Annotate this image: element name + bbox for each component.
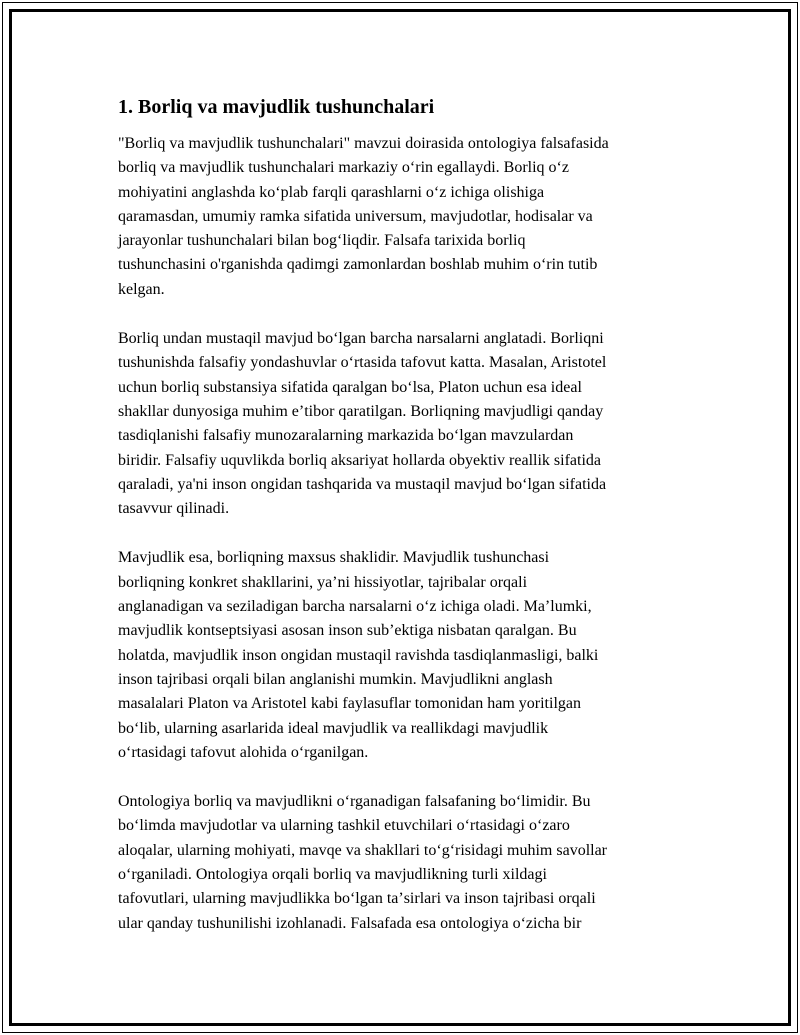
paragraph-1: "Borliq va mavjudlik tushunchalari" mavzui doirasida ontologiya falsafasida borliq va mavjudlik tushunchalari markaziy oʻrin egallaydi. Borliq oʻz mohiyatini anglashda koʻplab farqli qarashlarni oʻz ichiga olishiga qaramasdan, umumiy ramka sifatida universum, mavjudotlar, hodisalar va jarayonlar tushunchalari bilan bogʻliqdir. Falsafa tarixida borliq tushunchasini o'rganishda qadimgi zamonlardan boshlab muhim oʻrin tutib kelgan. <box>118 135 609 298</box>
paragraph-4: Ontologiya borliq va mavjudlikni oʻrganadigan falsafaning boʻlimidir. Bu boʻlimda mavjudotlar va ularning tashkil etuvchilari oʻrtasidagi oʻzaro aloqalar, ularning mohiyati, mavqe va shakllari toʻgʻrisidagi muhim savollar oʻrganiladi. Ontologiya orqali borliq va mavjudlikning turli xildagi tafovutlari, ularning mavjudlikka boʻlgan taʼsirlari va inson tajribasi orqali ular qanday tushunilishi izohlanadi. Falsafada esa ontologiya oʻzicha bir <box>118 793 608 932</box>
paragraph-3: Mavjudlik esa, borliqning maxsus shaklidir. Mavjudlik tushunchasi borliqning konkret shakllarini, yaʼni hissiyotlar, tajribalar orqali anglanadigan va seziladigan barcha narsalarni oʻz ichiga oladi. Maʼlumki, mavjudlik kontseptsiyasi asosan inson subʼektiga nisbatan qaralgan. Bu holatda, mavjudlik inson ongidan mustaqil ravishda tasdiqlanmasligi, balki inson tajribasi orqali bilan anglanishi mumkin. Mavjudlikni anglash masalalari Platon va Aristotel kabi faylasuflar tomonidan ham yoritilgan boʻlib, ularning asarlarida ideal mavjudlik va reallikdagi mavjudlik oʻrtasidagi tafovut alohida oʻrganilgan. <box>118 549 599 761</box>
document-body <box>118 93 690 961</box>
section-heading: 1. Borliq va mavjudlik tushunchalari <box>118 96 435 118</box>
paragraph-2: Borliq undan mustaqil mavjud boʻlgan barcha narsalarni anglatadi. Borliqni tushunishda falsafiy yondashuvlar oʻrtasida tafovut katta. Masalan, Aristotel uchun borliq substansiya sifatida qaralgan boʻlsa, Platon uchun esa ideal shakllar dunyosiga muhim eʼtibor qaratilgan. Borliqning mavjudligi qanday tasdiqlanishi falsafiy munozaralarning markazida boʻlgan mavzulardan biridir. Falsafiy uquvlikda borliq aksariyat hollarda obyektiv reallik sifatida qaraladi, ya'ni inson ongidan tashqarida va mustaqil mavjud boʻlgan sifatida tasavvur qilinadi. <box>118 330 607 518</box>
